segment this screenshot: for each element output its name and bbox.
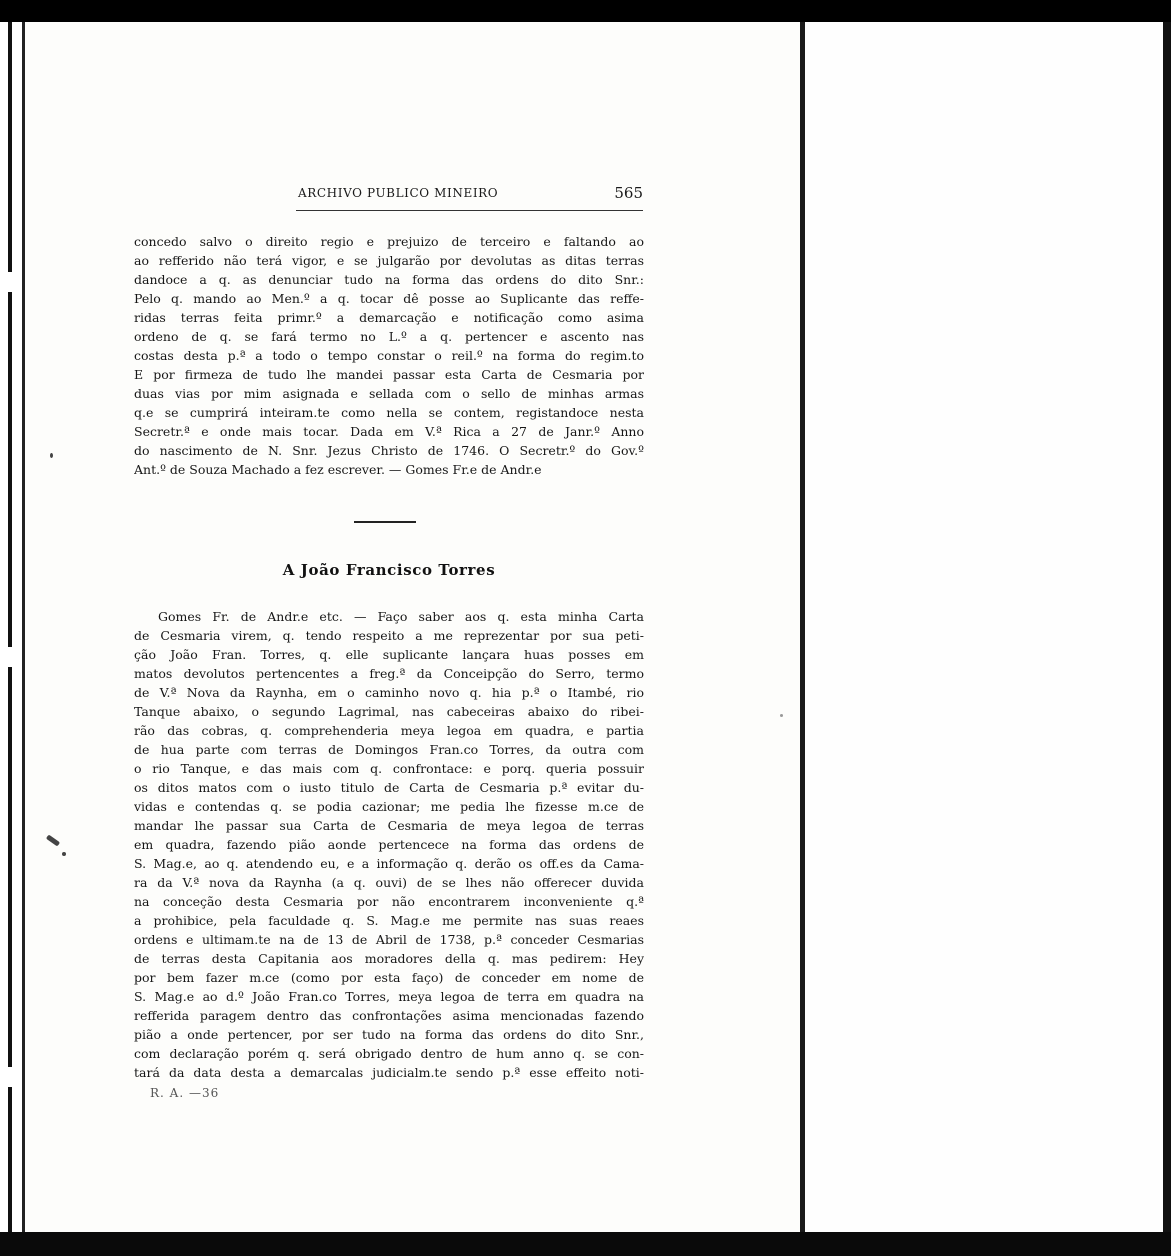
text-line: S. Mag.e ao d.º João Fran.co Torres, meya legoa de terra em quadra na — [134, 989, 644, 1004]
scan-speck — [50, 453, 53, 458]
header-rule — [296, 210, 643, 211]
text-line: com declaração porém q. será obrigado dentro de hum anno q. se con- — [134, 1046, 644, 1061]
edge-shadow — [8, 22, 12, 272]
text-line: ra da V.ª nova da Raynha (a q. ouvi) de se lhes não offerecer duvida — [134, 875, 644, 890]
text-line: mandar lhe passar sua Carta de Cesmaria de meya legoa de terras — [134, 818, 644, 833]
text-line: matos devolutos pertencentes a freg.ª da Conceipção do Serro, termo — [134, 666, 644, 681]
section-heading: A João Francisco Torres — [282, 561, 496, 579]
text-line: Gomes Fr. de Andr.e etc. — Faço saber aos q. esta minha Carta — [158, 609, 644, 624]
first-section-text — [134, 232, 644, 479]
page-number: 565 — [614, 184, 643, 202]
text-line: tará da data desta a demarcalas judicialm.te sendo p.ª esse effeito noti- — [134, 1065, 644, 1080]
text-line: vidas e contendas q. se podia cazionar; me pedia lhe fizesse m.ce de — [134, 799, 644, 814]
text-line: rão das cobras, q. comprehenderia meya legoa em quadra, e partia — [134, 723, 644, 738]
text-line: Ant.º de Souza Machado a fez escrever. — Gomes Fr.e de Andr.e — [134, 462, 542, 477]
text-line: duas vias por mim asignada e sellada com o sello de minhas armas — [134, 386, 644, 401]
text-line: Pelo q. mando ao Men.º a q. tocar dê posse ao Suplicante das reffe- — [134, 291, 644, 306]
text-line: por bem fazer m.ce (como por esta faço) de conceder em nome de — [134, 970, 644, 985]
section-separator-rule — [354, 521, 416, 523]
text-line: em quadra, fazendo pião aonde pertencece na forma das ordens de — [134, 837, 644, 852]
previous-page-edge — [0, 22, 22, 1232]
text-line: ordeno de q. se fará termo no L.º a q. pertencer e ascento nas — [134, 329, 644, 344]
running-header — [298, 186, 643, 206]
text-line: de Cesmaria virem, q. tendo respeito a me reprezentar por sua peti- — [134, 628, 644, 643]
text-line: de terras desta Capitania aos moradores della q. mas pedirem: Hey — [134, 951, 644, 966]
text-line: ordens e ultimam.te na de 13 de Abril de 1738, p.ª conceder Cesmarias — [134, 932, 644, 947]
scan-speck — [62, 852, 66, 856]
running-title: ARCHIVO PUBLICO MINEIRO — [298, 186, 499, 200]
signature-mark: R. A. —36 — [150, 1086, 220, 1100]
blank-facing-page — [805, 22, 1163, 1232]
text-line: costas desta p.ª a todo o tempo constar o reil.º na forma do regim.to — [134, 348, 644, 363]
edge-shadow — [8, 667, 12, 1067]
text-line: dandoce a q. as denunciar tudo na forma das ordens do dito Snr.: — [134, 272, 644, 287]
text-line: ção João Fran. Torres, q. elle suplicante lançara huas posses em — [134, 647, 644, 662]
text-line: de V.ª Nova da Raynha, em o caminho novo q. hia p.ª o Itambé, rio — [134, 685, 644, 700]
text-line: pião a onde pertencer, por ser tudo na forma das ordens do dito Snr., — [134, 1027, 644, 1042]
text-line: do nascimento de N. Snr. Jezus Christo de 1746. O Secretr.º do Gov.º — [134, 443, 644, 458]
second-section-text — [134, 607, 644, 1082]
text-line: Tanque abaixo, o segundo Lagrimal, nas cabeceiras abaixo do ribei- — [134, 704, 644, 719]
text-line: Secretr.ª e onde mais tocar. Dada em V.ª Rica a 27 de Janr.º Anno — [134, 424, 644, 439]
scan-bottom-border — [0, 1232, 1171, 1256]
text-line: E por firmeza de tudo lhe mandei passar esta Carta de Cesmaria por — [134, 367, 644, 382]
edge-shadow — [8, 292, 12, 647]
text-line: a prohibice, pela faculdade q. S. Mag.e me permite nas suas reaes — [134, 913, 644, 928]
text-line: q.e se cumprirá inteiram.te como nella se contem, registandoce nesta — [134, 405, 644, 420]
text-line: de hua parte com terras de Domingos Fran.co Torres, da outra com — [134, 742, 644, 757]
text-line: concedo salvo o direito regio e prejuizo de terceiro e faltando ao — [134, 234, 644, 249]
text-line: os ditos matos com o iusto titulo de Carta de Cesmaria p.ª evitar du- — [134, 780, 644, 795]
scan-top-border — [0, 0, 1171, 22]
text-line: ridas terras feita primr.º a demarcação e notificação como asima — [134, 310, 644, 325]
scan-right-border — [1163, 22, 1171, 1232]
scan-speck — [780, 714, 783, 717]
text-line: S. Mag.e, ao q. atendendo eu, e a informação q. derão os off.es da Cama- — [134, 856, 644, 871]
text-line: o rio Tanque, e das mais com q. confrontace: e porq. queria possuir — [134, 761, 644, 776]
text-line: na conceção desta Cesmaria por não encontrarem inconveniente q.ª — [134, 894, 644, 909]
edge-shadow — [8, 1087, 12, 1232]
text-line: ao refferido não terá vigor, e se julgarão por devolutas as ditas terras — [134, 253, 644, 268]
text-line: refferida paragem dentro das confrontações asima mencionadas fazendo — [134, 1008, 644, 1023]
